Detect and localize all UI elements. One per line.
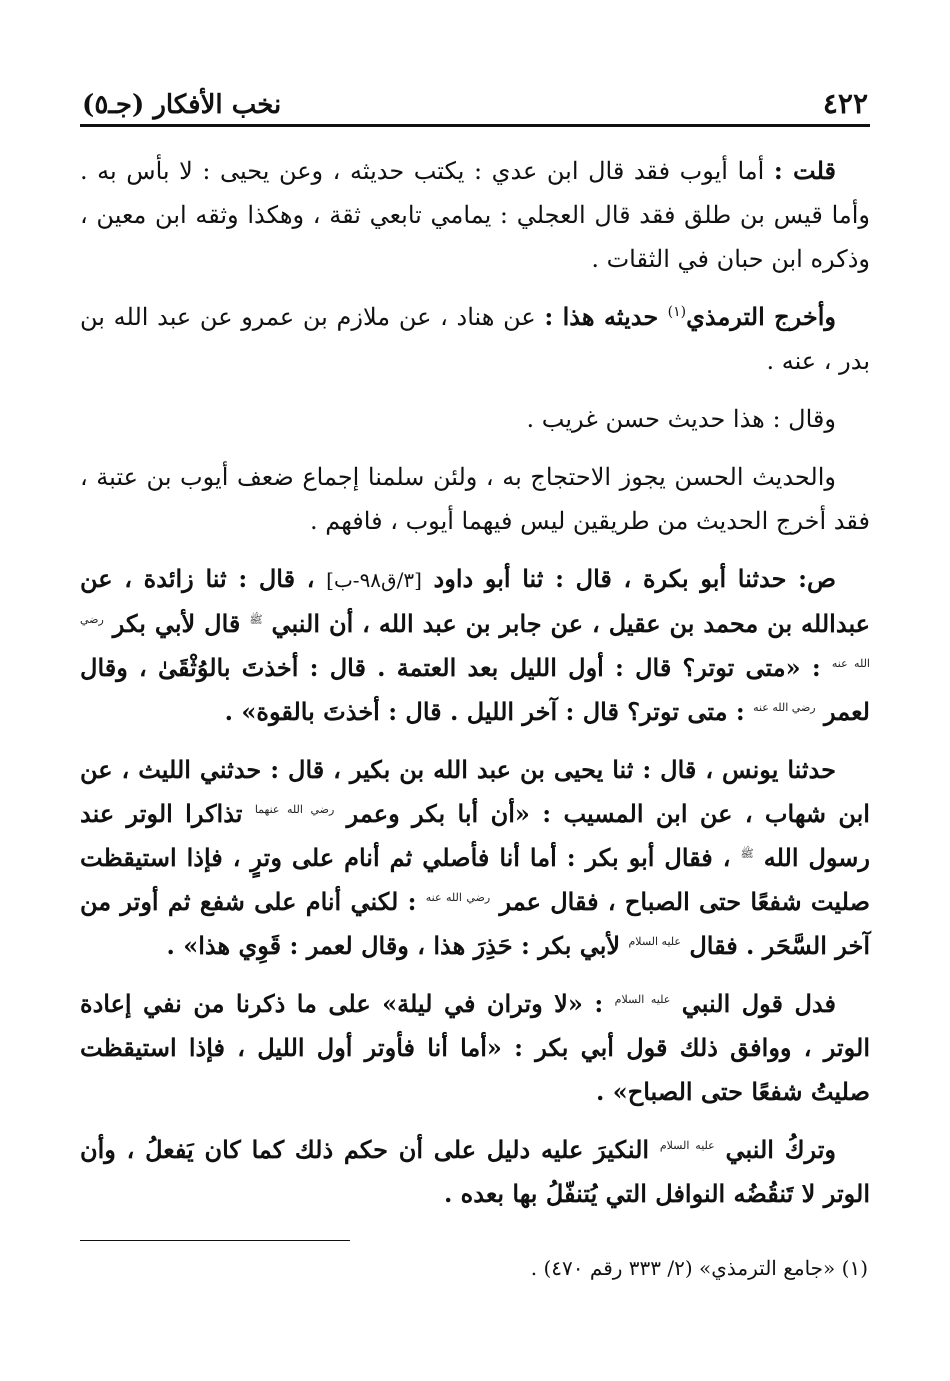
page-number: ٤٢٢ xyxy=(822,87,868,120)
paragraph-1 xyxy=(80,149,870,281)
paragraph-5-text-c: قال لأبي بكر xyxy=(103,609,250,638)
paragraph-1-text: أما أيوب فقد قال ابن عدي : يكتب حديثه ، وعن يحيى : لا بأس به . وأما قيس بن طلق فقد قال العجلي : يمامي تابعي ثقة ، وهكذا وثقه ابن معين ، وذكره ابن حبان في الثقات . xyxy=(80,157,870,273)
paragraph-6-text-c: ، فقال أبو بكر : أما أنا فأصلي ثم أنام على وترٍ ، فإذا استيقظت صليت شفعًا حتى الصباح ، فقال عمر xyxy=(80,843,870,916)
paragraph-6-text-d: : لكني أنام على شفع ثم أوتر من آخر السَّحَر . فقال xyxy=(80,887,870,960)
paragraph-8-text-a: وتركُ النبي xyxy=(714,1135,836,1164)
paragraph-5-text-b: ، قال : ثنا زائدة ، عن عبدالله بن محمد بن عقيل ، عن جابر بن عبد الله ، أن النبي xyxy=(80,564,871,638)
paragraph-7-text-b: : «لا وتران في ليلة» على ما ذكرنا من نفي إعادة الوتر ، ووافق ذلك قول أبي بكر : «أما أنا فأوتر أول الليل ، فإذا استيقظت صليتُ شفعًا حتى الصباح» . xyxy=(80,989,870,1106)
paragraph-8 xyxy=(80,1128,870,1216)
main-text xyxy=(80,149,870,1216)
running-title: نخب الأفكار (جـ٥) xyxy=(82,90,282,120)
paragraph-5-text-d: : «متى توتر؟ قال : أول الليل بعد العتمة . قال : أخذتَ بالوُثْقَىٰ ، وقال لعمر xyxy=(80,653,870,726)
paragraph-2 xyxy=(80,295,870,383)
paragraph-2-lead-2: حديثه هذا : xyxy=(544,302,668,331)
paragraph-4: والحديث الحسن يجوز الاحتجاج به ، ولئن سلمنا إجماع ضعف أيوب بن عتبة ، فقد أخرج الحديث من طريقين ليس فيهما أيوب ، فافهم . xyxy=(80,463,870,535)
paragraph-5 xyxy=(80,557,870,734)
honorific-prophet: عليه السلام xyxy=(628,935,681,948)
paragraph-5-text-e: : متى توتر؟ قال : آخر الليل . قال : أخذتَ بالقوة» . xyxy=(224,697,754,726)
honorific-prophet: ﷺ xyxy=(740,847,754,860)
paragraph-6-text-e: لأبي بكر : حَذِرَ هذا ، وقال لعمر : قَوِي هذا» . xyxy=(166,931,629,960)
page-header xyxy=(80,78,870,127)
footnote-marker: (١) xyxy=(667,304,687,320)
paragraph-7-text-a: فدل قول النبي xyxy=(670,989,837,1018)
honorific-prophet: ﷺ xyxy=(249,613,263,626)
paragraph-6-text-b: تذاكرا الوتر عند رسول الله xyxy=(80,799,871,872)
footnote-divider xyxy=(80,1240,350,1241)
honorific-prophet: عليه السلام xyxy=(659,1139,715,1152)
honorific-prophet: عليه السلام xyxy=(614,993,671,1006)
honorific-ra: رضي الله عنه xyxy=(753,701,816,714)
paragraph-5-text-a: حدثنا أبو بكرة ، قال : ثنا أبو داود xyxy=(421,564,799,593)
paragraph-2-lead: وأخرج الترمذي xyxy=(686,302,836,331)
paragraph-5-lead: ص: xyxy=(798,564,836,593)
paragraph-1-lead: قلت : xyxy=(773,156,836,185)
paragraph-2-text: عن هناد ، عن ملازم بن عمرو عن عبد الله بن بدر ، عنه . xyxy=(80,303,870,375)
paragraph-7 xyxy=(80,982,870,1114)
footnote: (١) «جامع الترمذي» (٢/ ٣٣٣ رقم ٤٧٠) . xyxy=(530,1256,868,1280)
honorific-ra: رضي الله عنه xyxy=(425,891,491,904)
honorific-ra: رضي الله عنهما xyxy=(254,803,335,816)
honorific-ra: رضي الله عنه xyxy=(80,613,870,670)
paragraph-8-text-b: النكيرَ عليه دليل على أن حكم ذلك كما كان يَفعلُ ، وأن الوتر لا تَنقُضُه النوافل التي يُتنفّلُ بها بعده . xyxy=(80,1135,870,1208)
paragraph-3: وقال : هذا حديث حسن غريب . xyxy=(526,405,836,433)
manuscript-ref: [٣/ق٩٨-ب] xyxy=(326,568,422,592)
paragraph-6-text-a: حدثنا يونس ، قال : ثنا يحيى بن عبد الله بن بكير ، قال : حدثني الليث ، عن ابن شهاب ، عن ابن المسيب : «أن أبا بكر وعمر xyxy=(80,755,870,828)
paragraph-6 xyxy=(80,748,870,968)
